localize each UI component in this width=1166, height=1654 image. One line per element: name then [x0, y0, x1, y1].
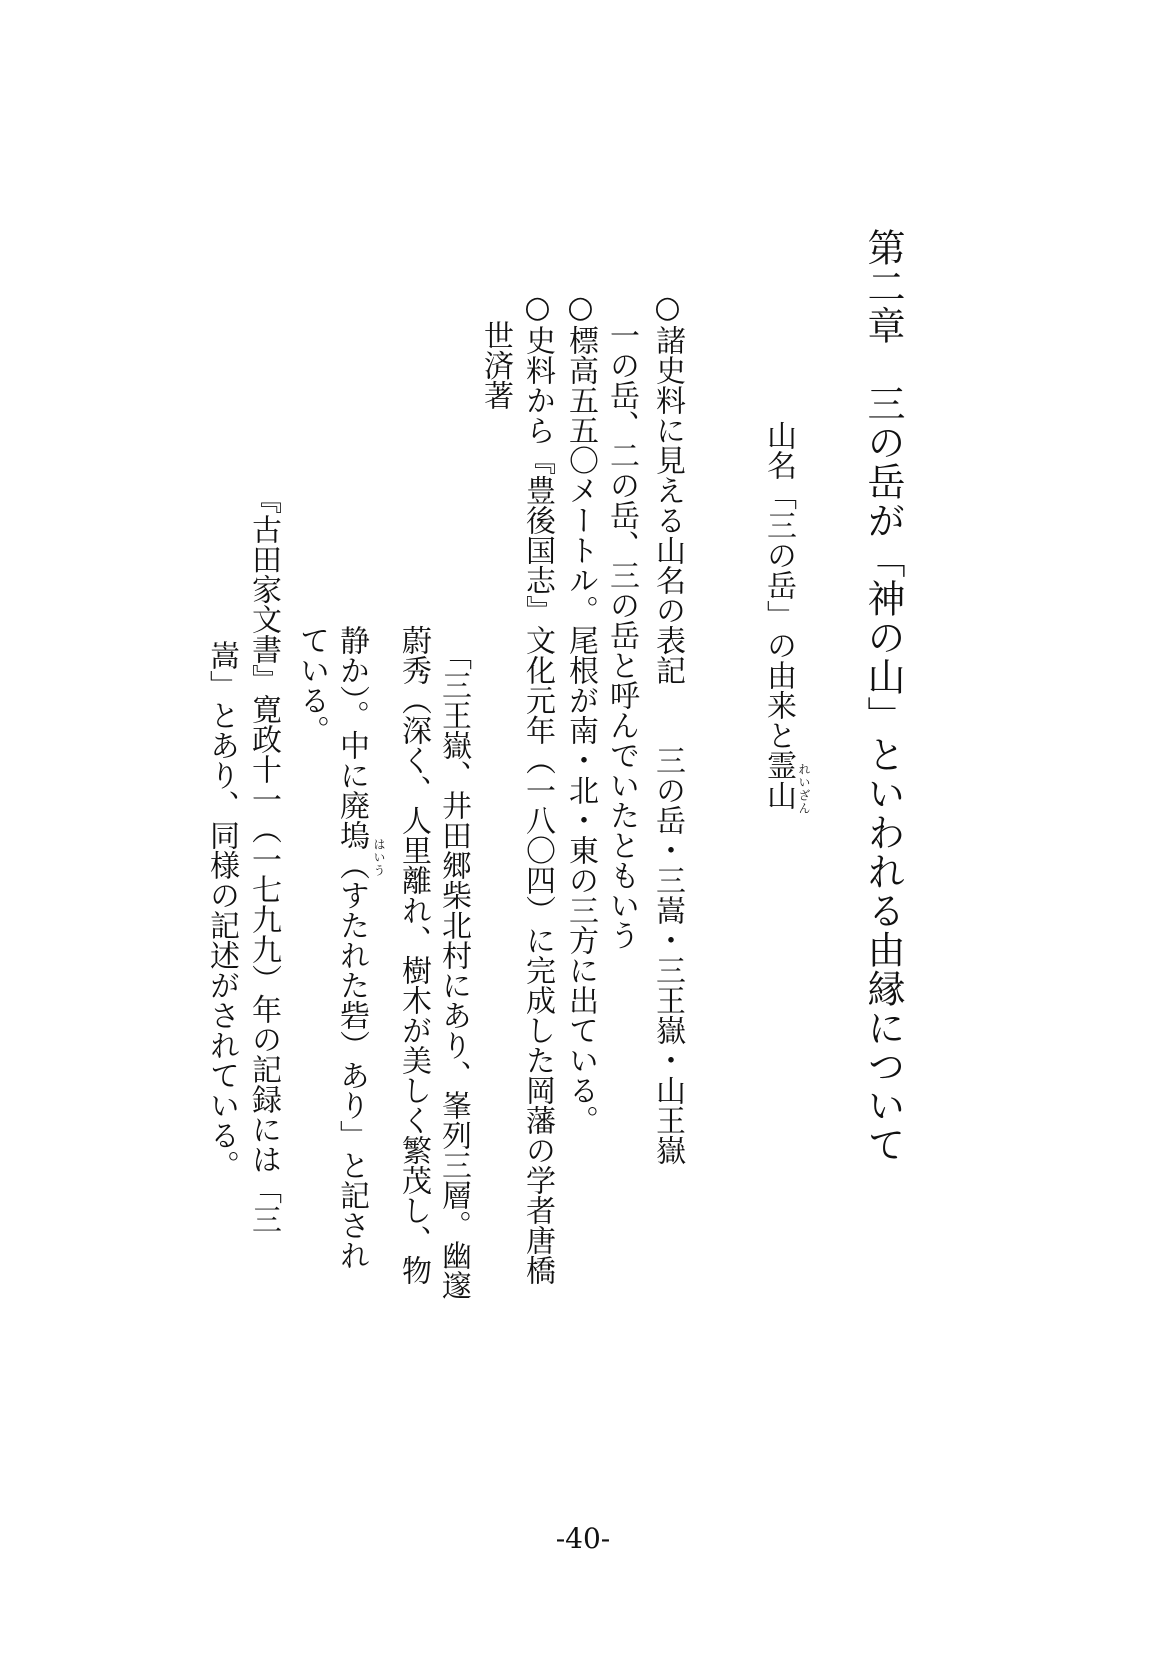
chapter-title: 第二章 三の岳が「神の山」といわれる由縁について: [861, 228, 905, 1164]
body-line-5: 世済著: [478, 320, 513, 410]
body-line-10: 『古田家文書』寛政十一（一七九九）年の記録には「三: [246, 484, 281, 1234]
body-line-6: 「三王嶽、井田郷柴北村にあり、峯列三層。幽邃: [436, 625, 471, 1300]
page-number: -40-: [555, 1522, 611, 1555]
ruby-haiu: はいう: [372, 838, 386, 877]
body-line-2: 一の岳、二の岳、三の岳と呼んでいたともいう: [604, 290, 639, 950]
section-title: 山名「三の岳」の由来と霊山: [761, 420, 796, 810]
body-line-9: ている。: [294, 625, 329, 745]
body-line-1: ○諸史料に見える山名の表記 三の岳・三嵩・三王嶽・山王嶽: [650, 290, 685, 1165]
body-line-3: ○標高五五〇メートル。尾根が南・北・東の三方に出ている。: [563, 290, 598, 1135]
body-line-7: 蔚秀（深く、人里離れ、樹木が美しく繁茂し、物: [396, 625, 431, 1285]
body-line-8: 静か）。中に廃塢（すたれた砦）あり」と記され: [334, 625, 369, 1270]
ruby-reizan: れいざん: [797, 763, 811, 815]
body-line-4: ○史料から『豊後国志』文化元年（一八〇四）に完成した岡藩の学者唐橋: [520, 290, 555, 1285]
body-line-11: 嵩」とあり、同様の記述がされている。: [204, 610, 239, 1180]
